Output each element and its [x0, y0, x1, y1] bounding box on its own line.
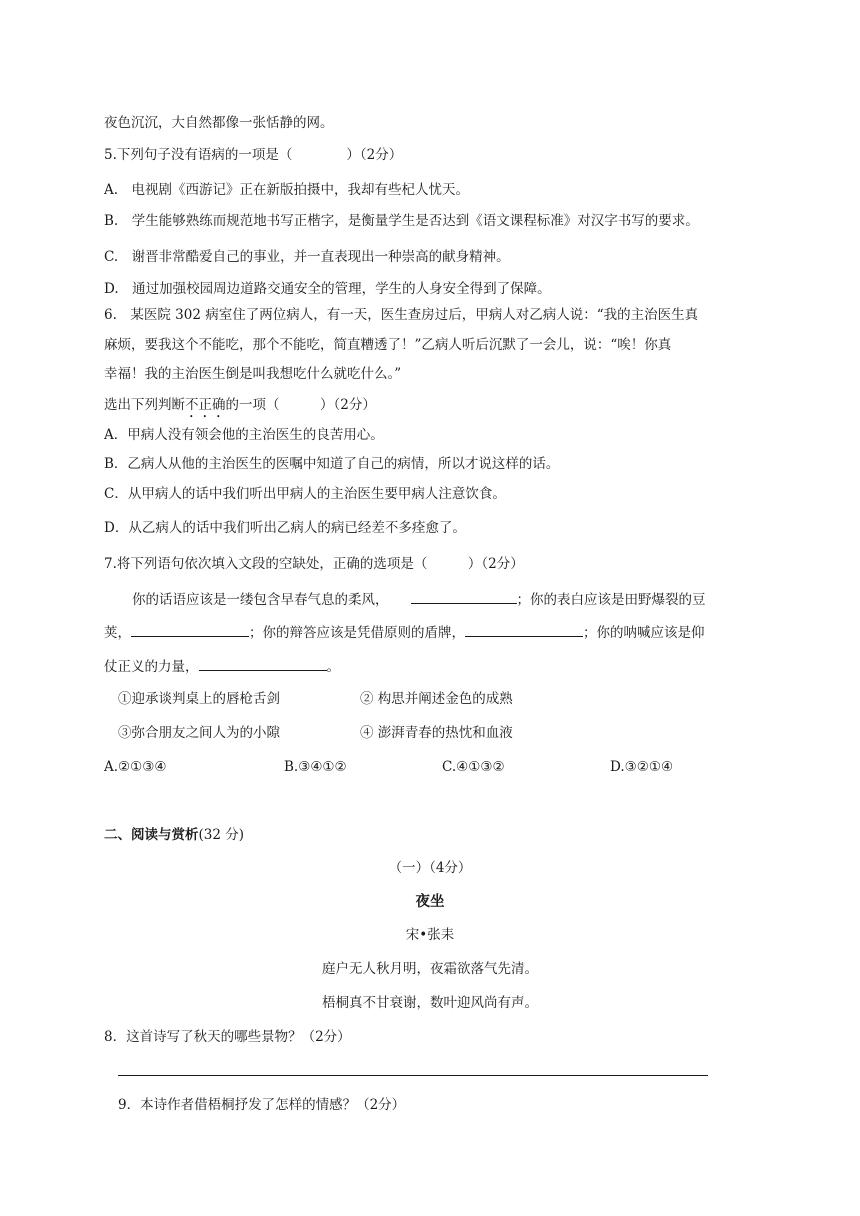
- poem-title: 夜坐: [415, 894, 445, 910]
- q7-l1b: ；你的表白应该是田野爆裂的豆: [516, 592, 706, 608]
- q7-stem: 7.将下列语句依次填入文段的空缺处，正确的选项是（ ）（2分）: [104, 556, 524, 572]
- q6-option-a: A．甲病人没有领会他的主治医生的良苦用心。: [104, 427, 384, 443]
- q6-option-b: B．乙病人从他的主治医生的医嘱中知道了自己的病情，所以才说这样的话。: [104, 456, 560, 472]
- q7-l2b: ；你的辩答应该是凭借原则的盾牌，: [249, 625, 465, 641]
- q7-passage-line-1: [132, 588, 706, 610]
- q7-option-a: A.②①③④: [104, 759, 167, 775]
- q8-answer-line: [118, 1075, 708, 1076]
- q7-blank-3: [465, 621, 583, 637]
- q7-passage-line-3: [104, 655, 340, 677]
- q7-l1a: 你的话语应该是一缕包含早春气息的柔风，: [132, 592, 389, 608]
- q7-l2a: 荚，: [104, 625, 131, 641]
- section-2-title: 二、阅读与赏析: [104, 827, 199, 843]
- q7-blank-2: [131, 621, 249, 637]
- q6-stem-post: 的一项（ ）（2分）: [225, 397, 376, 413]
- q7-option-b: B.③④①②: [284, 759, 347, 775]
- q7-blank-4: [199, 655, 327, 671]
- q6-stem-pre: 选出下列判断: [104, 397, 185, 413]
- q4-tail-text: 夜色沉沉，大自然都像一张恬静的网。: [104, 115, 334, 131]
- q5-option-c: C. 谢晋非常酷爱自己的事业，并一直表现出一种崇高的献身精神。: [104, 249, 510, 265]
- q7-choice-4: ④ 澎湃青春的热忱和血液: [360, 725, 513, 741]
- q6-option-d: D．从乙病人的话中我们听出乙病人的病已经差不多痊愈了。: [104, 520, 466, 536]
- poem-part-label: （一）（4分）: [388, 860, 472, 876]
- q5-stem: 5.下列句子没有语病的一项是（ ）（2分）: [104, 147, 403, 163]
- poem-author: 宋•张耒: [405, 927, 455, 943]
- q9-stem: 9．本诗作者借梧桐抒发了怎样的情感？（2分）: [118, 1097, 406, 1113]
- q7-l2c: ；你的呐喊应该是仰: [583, 625, 705, 641]
- q7-blank-1: [411, 588, 517, 604]
- q6-passage-line-3: 幸福！我的主治医生倒是叫我想吃什么就吃什么。”: [104, 366, 402, 382]
- q6-option-c: C．从甲病人的话中我们听出甲病人的主治医生要甲病人注意饮食。: [104, 486, 506, 502]
- q7-option-c: C.④①③②: [442, 759, 505, 775]
- q5-option-b: B. 学生能够熟练而规范地书写正楷字，是衡量学生是否达到《语文课程标准》对汉字书写的要求。: [104, 213, 699, 229]
- q8-stem: 8．这首诗写了秋天的哪些景物？（2分）: [104, 1029, 351, 1045]
- section-2-heading: [104, 825, 244, 845]
- q5-option-d: D. 通过加强校园周边道路交通安全的管理，学生的人身安全得到了保障。: [104, 281, 551, 297]
- poem-line-1: 庭户无人秋月明，夜霜欲落气先清。: [322, 961, 538, 977]
- q6-passage-line-2: 麻烦，要我这个不能吃，那个不能吃，简直糟透了！”乙病人听后沉默了一会儿，说：“唉！你真: [104, 337, 672, 353]
- q7-choice-1: ①迎承谈判桌上的唇枪舌剑: [118, 691, 280, 707]
- q6-passage-line-1: 6. 某医院 302 病室住了两位病人，有一天，医生查房过后，甲病人对乙病人说：“我的主治医生真: [104, 307, 699, 323]
- q7-l3b: 。: [326, 659, 340, 675]
- q6-stem: [104, 395, 376, 421]
- q7-l3a: 仗正义的力量，: [104, 659, 199, 675]
- poem-line-2: 梧桐真不甘衰谢，数叶迎风尚有声。: [322, 995, 538, 1011]
- q5-option-a: A. 电视剧《西游记》正在新版拍摄中，我却有些杞人忧天。: [104, 182, 470, 198]
- section-2-score: (32 分): [198, 827, 245, 843]
- q7-choice-2: ② 构思并阐述金色的成熟: [360, 691, 513, 707]
- q7-passage-line-2: [104, 621, 705, 643]
- q7-option-d: D.③②①④: [610, 759, 674, 775]
- q6-stem-emphasis: 不正确: [185, 397, 226, 413]
- q7-choice-3: ③弥合朋友之间人为的小隙: [118, 725, 280, 741]
